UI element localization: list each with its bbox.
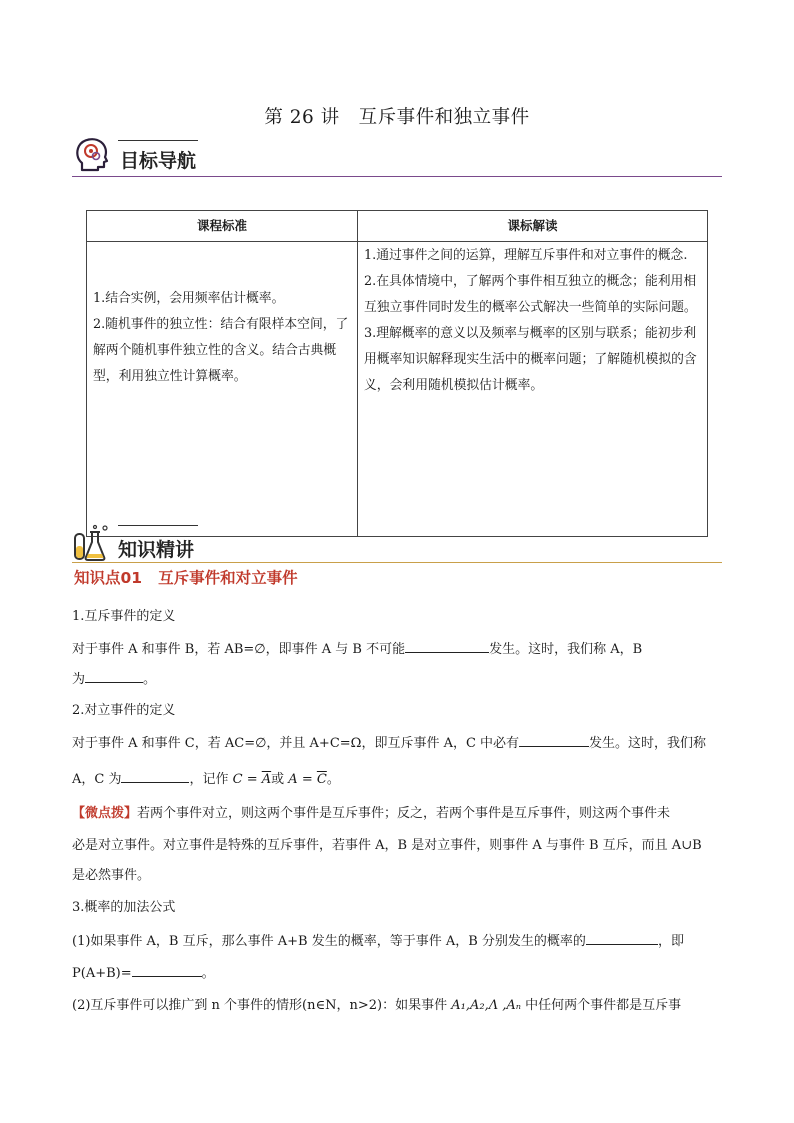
tip-paragraph: 必是对立事件。对立事件是特殊的互斥事件，若事件 A，B 是对立事件，则事件 A 与事件 B 互斥，而且 A∪B: [72, 838, 702, 853]
paragraph: (1)如果事件 A，B 互斥，那么事件 A+B 发生的概率，等于事件 A，B 分别发生的概率的 ，即: [72, 930, 722, 952]
head-gears-icon: [74, 136, 110, 174]
interpretation-item: 2.在具体情境中，了解两个事件相互独立的概念；能利用相互独立事件同时发生的概率公式解决一些简单的实际问题。: [364, 274, 697, 315]
fill-blank[interactable]: [121, 768, 189, 783]
fill-blank[interactable]: [586, 930, 658, 945]
table-header: 课标解读: [358, 211, 708, 242]
fill-blank[interactable]: [85, 668, 143, 683]
table-cell-interpretation: [358, 242, 708, 537]
formula: $C = \overline{A}$: [232, 772, 272, 787]
section-rule: [72, 562, 722, 563]
fill-blank[interactable]: [519, 732, 589, 747]
formula: A₁,A₂,Λ ,Aₙ: [451, 998, 522, 1013]
interpretation-item: 3.理解概率的意义以及频率与概率的区别与联系；能初步利用概率知识解释现实生活中的概率问题；了解随机模拟的含义，会利用随机模拟估计概率。: [364, 326, 697, 393]
interpretation-item: 1.通过事件之间的运算，理解互斥事件和对立事件的概念.: [364, 248, 688, 263]
subheading: 1.互斥事件的定义: [72, 609, 176, 624]
page-title: 第 26 讲 互斥事件和独立事件: [264, 107, 530, 128]
flask-icon: [72, 524, 112, 562]
paragraph: P(A+B)= 。: [72, 962, 722, 984]
tip-label: 【微点拨】: [72, 806, 138, 821]
subheading: 3.概率的加法公式: [72, 900, 176, 915]
standard-item: 1.结合实例，会用频率估计概率。: [93, 291, 285, 306]
curriculum-table: [86, 210, 708, 537]
paragraph: 对于事件 A 和事件 C，若 AC=∅，并且 A+C=Ω，即互斥事件 A，C 中必有 发生。这时，我们称: [72, 732, 722, 754]
section-divider: [118, 140, 198, 141]
table-header: 课程标准: [87, 211, 358, 242]
tip-paragraph: 【微点拨】若两个事件对立，则这两个事件是互斥事件；反之，若两个事件是互斥事件，则这两个事件未: [72, 806, 671, 821]
table-cell-standards: [87, 242, 358, 537]
knowledge-point-heading: [74, 566, 298, 588]
formula: $A = \overline{C}$: [288, 772, 327, 787]
fill-blank[interactable]: [132, 962, 202, 977]
section-title: 知识精讲: [118, 539, 195, 561]
section-divider: [118, 525, 198, 526]
section-rule: [72, 176, 722, 177]
knowledge-point-title: 互斥事件和对立事件: [158, 569, 298, 587]
knowledge-point-number: 知识点01: [74, 569, 143, 587]
standard-item: 2.随机事件的独立性：结合有限样本空间，了解两个随机事件独立性的含义。结合古典概型，利用独立性计算概率。: [93, 317, 349, 384]
section-title: 目标导航: [120, 150, 197, 172]
paragraph: (2)互斥事件可以推广到 n 个事件的情形(n∈N，n>2)：如果事件 A₁,A₂,Λ ,Aₙ 中任何两个事件都是互斥事: [72, 998, 682, 1013]
paragraph: A，C 为 ，记作 $C = \overline{A}$或 $A = \overline{C}$。: [72, 768, 722, 790]
paragraph: 为 。: [72, 668, 722, 690]
tip-paragraph: 是必然事件。: [72, 868, 151, 883]
subheading: 2.对立事件的定义: [72, 703, 176, 718]
fill-blank[interactable]: [405, 638, 489, 653]
paragraph: 对于事件 A 和事件 B，若 AB=∅，即事件 A 与 B 不可能 发生。这时，我们称 A，B: [72, 638, 722, 660]
